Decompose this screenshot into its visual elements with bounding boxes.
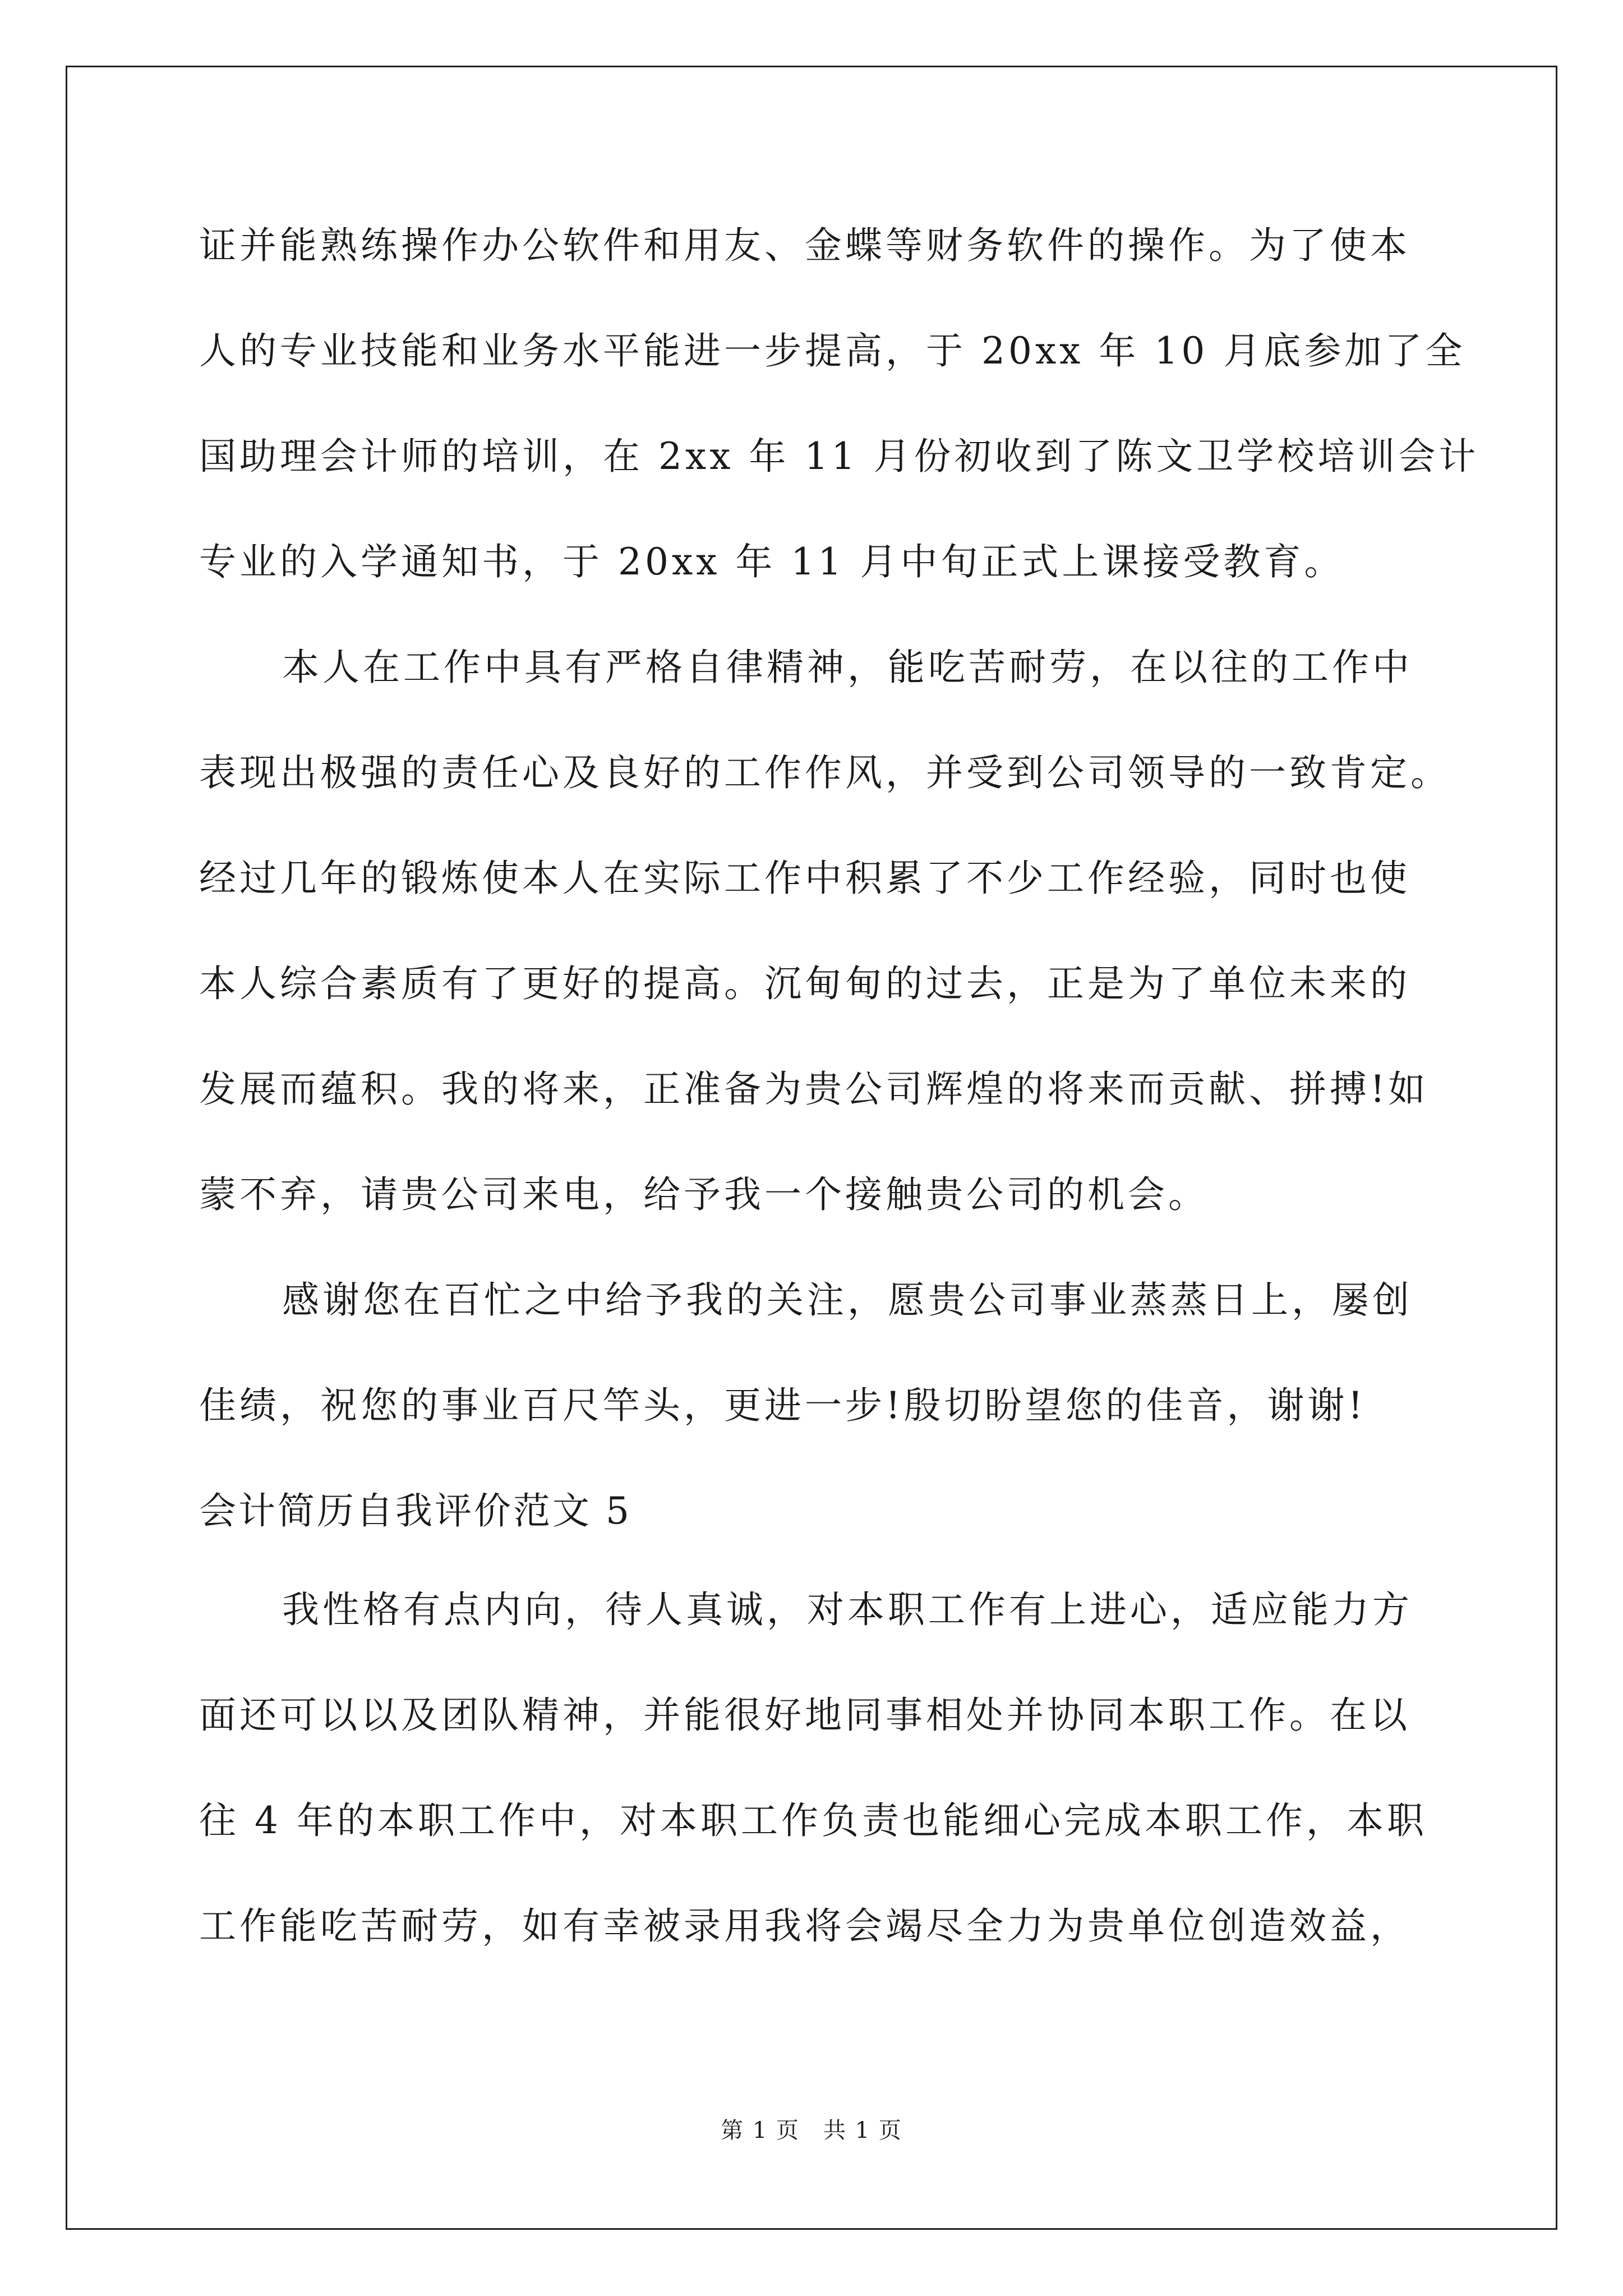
paragraph-line: 表现出极强的责任心及良好的工作作风，并受到公司领导的一致肯定。 (199, 751, 1451, 794)
paragraph-line: 国助理会计师的培训，在 2xx 年 11 月份初收到了陈文卫学校培训会计 (199, 435, 1479, 478)
paragraph-line: 经过几年的锻炼使本人在实际工作中积累了不少工作经验，同时也使 (199, 857, 1410, 900)
paragraph-line: 工作能吃苦耐劳，如有幸被录用我将会竭尽全力为贵单位创造效益， (199, 1904, 1410, 1948)
paragraph-line: 往 4 年的本职工作中，对本职工作负责也能细心完成本职工作，本职 (199, 1799, 1427, 1842)
document-body (199, 218, 1479, 2004)
section-heading: 会计简历自我评价范文 5 (199, 1489, 631, 1533)
paragraph-line: 发展而蕴积。我的将来，正准备为贵公司辉煌的将来而贡献、拼搏!如 (199, 1068, 1429, 1111)
paragraph-line: 我性格有点内向，待人真诚，对本职工作有上进心，适应能力方 (282, 1588, 1413, 1631)
paragraph-line: 面还可以以及团队精神，并能很好地同事相处并协同本职工作。在以 (199, 1694, 1410, 1737)
page-footer: 第 1 页 共 1 页 (721, 2118, 902, 2143)
paragraph-line: 佳绩，祝您的事业百尺竿头，更进一步!殷切盼望您的佳音，谢谢! (199, 1384, 1367, 1427)
paragraph-line: 人的专业技能和业务水平能进一步提高，于 20xx 年 10 月底参加了全 (199, 329, 1466, 372)
paragraph-line: 本人综合素质有了更好的提高。沉甸甸的过去，正是为了单位未来的 (199, 962, 1410, 1005)
paragraph-line: 本人在工作中具有严格自律精神，能吃苦耐劳，在以往的工作中 (282, 646, 1413, 689)
paragraph-line: 蒙不弃，请贵公司来电，给予我一个接触贵公司的机会。 (199, 1173, 1209, 1216)
paragraph-line: 专业的入学通知书，于 20xx 年 11 月中旬正式上课接受教育。 (199, 540, 1345, 583)
paragraph-line: 感谢您在百忙之中给予我的关注，愿贵公司事业蒸蒸日上，屡创 (282, 1278, 1413, 1322)
paragraph-line: 证并能熟练操作办公软件和用友、金蝶等财务软件的操作。为了使本 (199, 224, 1410, 267)
